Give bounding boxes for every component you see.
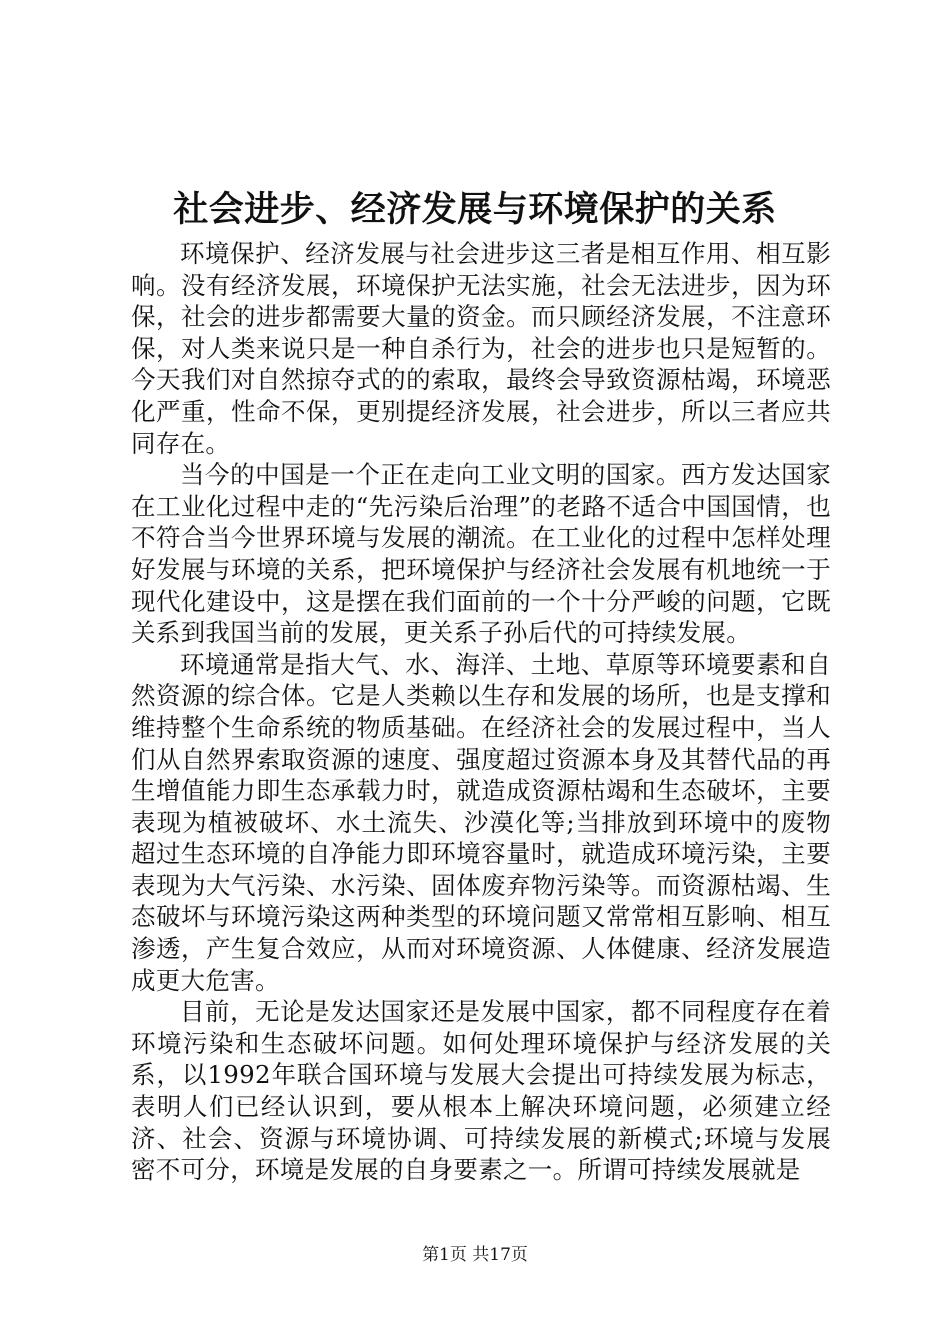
page-number-label: 第1页 共17页 — [422, 1245, 528, 1265]
document-title: 社会进步、经济发展与环境保护的关系 — [173, 189, 777, 230]
paragraph-4: 目前，无论是发达国家还是发展中国家，都不同程度存在着环境污染和生态破坏问题。如何处理环境保护与经济发展的关系，以1992年联合国环境与发展大会提出可持续发展为标志，表明人们已经认识到，要从根本上解决环境问题，必须建立经济、社会、资源与环境协调、可持续发展的新模式;环境与发展密不可分，环境是发展的自身要素之一。所谓可持续发展就是 — [131, 997, 831, 1185]
document-body — [131, 238, 831, 1186]
paragraph-3: 环境通常是指大气、水、海洋、土地、草原等环境要素和自然资源的综合体。它是人类赖以生存和发展的场所，也是支撑和维持整个生命系统的物质基础。在经济社会的发展过程中，当人们从自然界索取资源的速度、强度超过资源本身及其替代品的再生增值能力即生态承载力时，就造成资源枯竭和生态破坏，主要表现为植被破坏、水土流失、沙漠化等;当排放到环境中的废物超过生态环境的自净能力即环境容量时，就造成环境污染，主要表现为大气污染、水污染、固体废弃物污染等。而资源枯竭、生态破坏与环境污染这两种类型的环境问题又常常相互影响、相互渗透，产生复合效应，从而对环境资源、人体健康、经济发展造成更大危害。 — [131, 649, 831, 995]
paragraph-2: 当今的中国是一个正在走向工业文明的国家。西方发达国家在工业化过程中走的“先污染后治理”的老路不适合中国国情，也不符合当今世界环境与发展的潮流。在工业化的过程中怎样处理好发展与环境的关系，把环境保护与经济社会发展有机地统一于现代化建设中，这是摆在我们面前的一个十分严峻的问题，它既关系到我国当前的发展，更关系子孙后代的可持续发展。 — [131, 460, 831, 648]
page-footer — [0, 1243, 950, 1267]
paragraph-1: 环境保护、经济发展与社会进步这三者是相互作用、相互影响。没有经济发展，环境保护无法实施，社会无法进步，因为环保，社会的进步都需要大量的资金。而只顾经济发展，不注意环保，对人类来说只是一种自杀行为，社会的进步也只是短暂的。今天我们对自然掠夺式的的索取，最终会导致资源枯竭，环境恶化严重，性命不保，更别提经济发展，社会进步，所以三者应共同存在。 — [131, 239, 831, 458]
